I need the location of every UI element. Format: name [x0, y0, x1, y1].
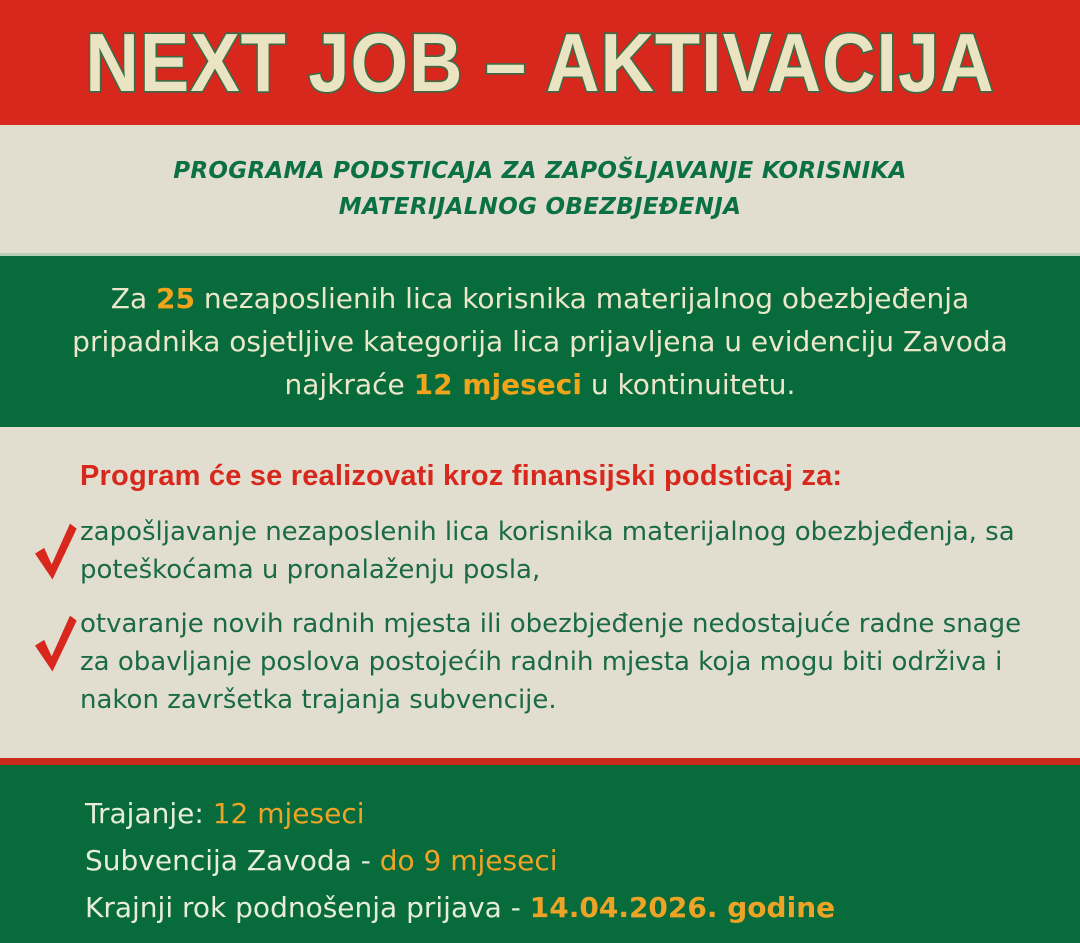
subtitle-line-1: PROGRAMA PODSTICAJA ZA ZAPOŠLJAVANJE KORISNIKA	[173, 158, 907, 184]
footer-line-krajnji-rok	[85, 884, 1060, 931]
program-section	[0, 427, 1080, 758]
intro-text-pre: Za	[110, 282, 157, 315]
footer-value: 12 mjeseci	[212, 797, 365, 830]
intro-text-mid: nezaposlienih lica korisnika materijalnog obezbjeđenja pripadnika osjetljive kategorija lica prijavljena u evidenciju Zavoda najkraće	[72, 282, 1008, 401]
bullet-text: zapošljavanje nezaposlenih lica korisnika materijalnog obezbjeđenja, sa poteškoćama u pronalaženju posla,	[80, 517, 1015, 585]
bullet-item	[80, 605, 1040, 719]
program-heading: Program će se realizovati kroz finansijski podsticaj za:	[80, 460, 843, 492]
footer-band	[0, 765, 1080, 943]
subtitle-line-2: MATERIJALNOG OBEZBJEĐENJA	[338, 194, 742, 220]
footer-line-trajanje	[85, 790, 1060, 837]
intro-band	[0, 253, 1080, 427]
red-check-icon	[18, 513, 80, 587]
footer-label: Trajanje:	[85, 797, 213, 830]
red-check-icon	[18, 605, 80, 679]
title-band	[0, 0, 1080, 125]
intro-count-highlight: 25	[156, 282, 195, 315]
red-divider-stripe	[0, 758, 1080, 765]
subtitle-band	[0, 125, 1080, 253]
footer-line-subvencija	[85, 837, 1060, 884]
intro-duration-highlight: 12 mjeseci	[413, 368, 582, 401]
footer-value-deadline: 14.04.2026. godine	[529, 891, 836, 924]
footer-value: do 9 mjeseci	[379, 844, 558, 877]
bullet-item	[80, 513, 1040, 589]
intro-paragraph	[40, 277, 1040, 406]
poster-title: NEXT JOB – AKTIVACIJA	[85, 16, 995, 109]
footer-label: Krajnji rok podnošenja prijava -	[85, 891, 530, 924]
intro-text-post: u kontinuitetu.	[581, 368, 796, 401]
bullet-text: otvaranje novih radnih mjesta ili obezbjeđenje nedostajuće radne snage za obavljanje poslova postojećih radnih mjesta koja mogu biti održiva i nakon završetka trajanja subvencije.	[80, 609, 1022, 715]
footer-label: Subvencija Zavoda -	[85, 844, 380, 877]
